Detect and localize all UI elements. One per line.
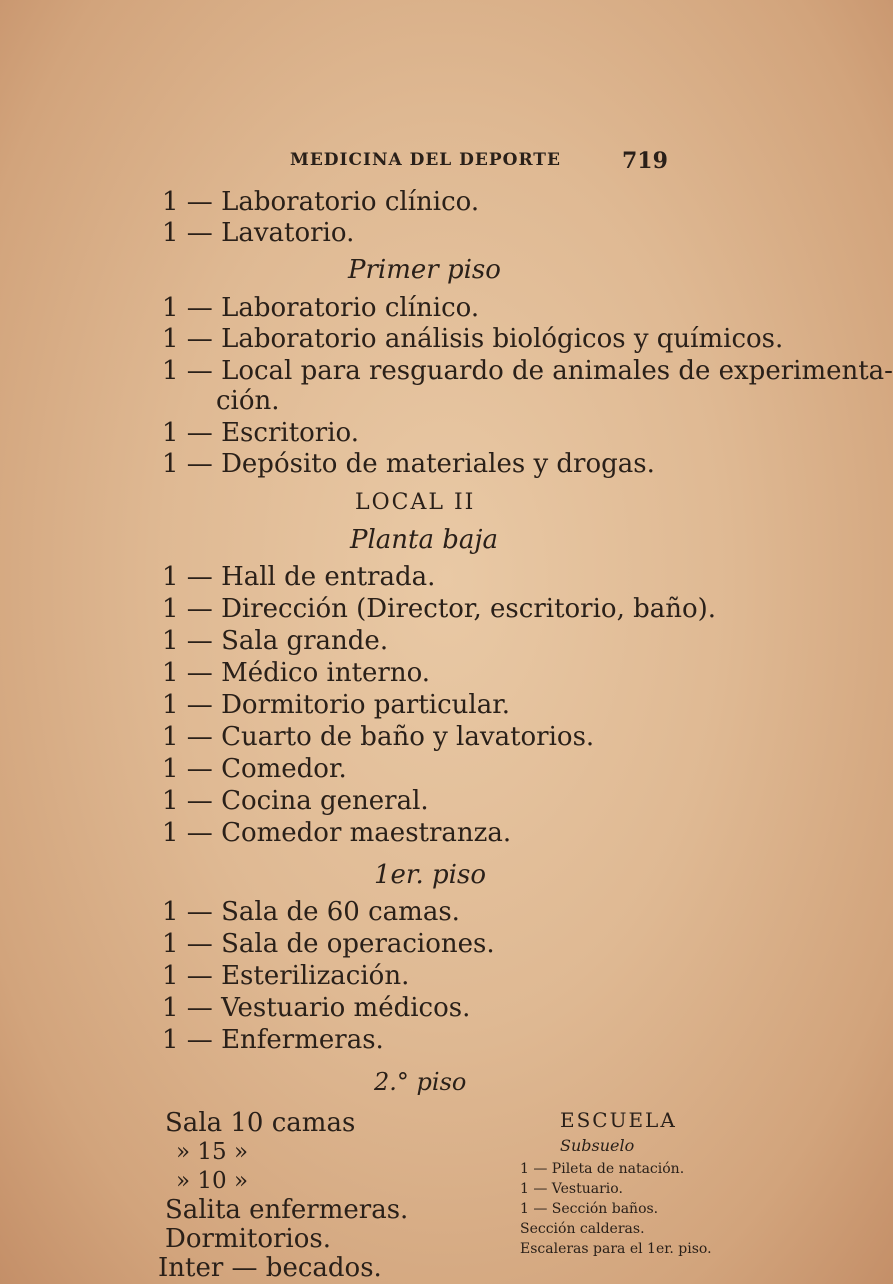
list-item: Sala 10 camas — [165, 1108, 356, 1138]
list-item: 1 — Sala de operaciones. — [162, 929, 495, 959]
list-item: 1 — Dormitorio particular. — [162, 690, 511, 720]
section-heading-subsuelo: Subsuelo — [560, 1136, 635, 1155]
list-item: Sección calderas. — [520, 1221, 645, 1237]
list-item: 1 — Sala grande. — [162, 626, 389, 656]
list-item: 1 — Sección baños. — [520, 1201, 659, 1217]
list-item: Dormitorios. — [165, 1224, 332, 1254]
list-item: 1 — Laboratorio clínico. — [162, 293, 480, 323]
list-item: Escaleras para el 1er. piso. — [520, 1241, 712, 1257]
list-item: 1 — Laboratorio clínico. — [162, 187, 480, 217]
page-number: 719 — [622, 148, 668, 174]
list-item: 1 — Cuarto de baño y lavatorios. — [162, 722, 595, 752]
list-item: 1 — Comedor maestranza. — [162, 818, 512, 848]
list-item: 1 — Pileta de natación. — [520, 1161, 685, 1177]
section-heading-planta-baja: Planta baja — [350, 525, 498, 555]
list-item: 1 — Lavatorio. — [162, 218, 355, 248]
section-heading-1er-piso: 1er. piso — [374, 860, 486, 890]
list-item: 1 — Laboratorio análisis biológicos y químicos. — [162, 324, 784, 354]
list-item: Inter — becados. — [158, 1253, 382, 1283]
list-item-continuation: ción. — [216, 386, 280, 416]
section-heading-2do-piso: 2.° piso — [374, 1068, 467, 1096]
list-item: » 10 » — [176, 1168, 249, 1194]
page-header — [0, 150, 801, 178]
list-item: 1 — Vestuario médicos. — [162, 993, 471, 1023]
list-item: 1 — Escritorio. — [162, 418, 360, 448]
list-item: Salita enfermeras. — [165, 1195, 409, 1225]
list-item: » 15 » — [176, 1139, 249, 1165]
section-heading-primer-piso: Primer piso — [348, 255, 501, 285]
list-item: 1 — Vestuario. — [520, 1181, 623, 1197]
list-item: 1 — Comedor. — [162, 754, 347, 784]
list-item: 1 — Depósito de materiales y drogas. — [162, 449, 655, 479]
list-item: 1 — Dirección (Director, escritorio, baño). — [162, 594, 717, 624]
list-item: 1 — Esterilización. — [162, 961, 410, 991]
list-item: 1 — Médico interno. — [162, 658, 431, 688]
section-title-local-ii: LOCAL II — [355, 490, 476, 515]
running-title: MEDICINA DEL DEPORTE — [290, 150, 561, 170]
list-item: 1 — Hall de entrada. — [162, 562, 436, 592]
list-item: 1 — Local para resguardo de animales de experimenta- — [162, 356, 893, 386]
list-item: 1 — Cocina general. — [162, 786, 429, 816]
list-item: 1 — Sala de 60 camas. — [162, 897, 460, 927]
list-item: 1 — Enfermeras. — [162, 1025, 384, 1055]
section-title-escuela: ESCUELA — [560, 1108, 677, 1132]
